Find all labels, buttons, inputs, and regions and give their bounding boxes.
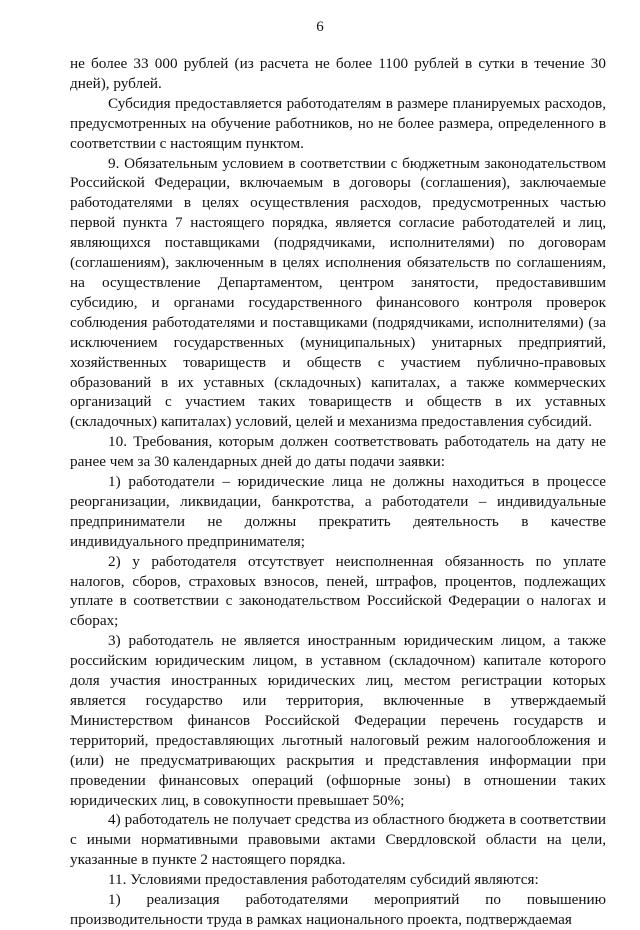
paragraph-5: 1) работодатели – юридические лица не должны находиться в процессе реорганизации, ликвидации, банкротства, а работодатели – индивидуальные предприниматели не должны прекратить деятельность в качестве индивидуального предпринимателя; <box>70 473 606 550</box>
paragraph-3: 9. Обязательным условием в соответствии с бюджетным законодательством Российской Федерации, включаемым в договоры (соглашения), заключаемые работодателями в целях осуществления расходов, предусмотренных частью первой пункта 7 настоящего порядка, является согласие работодателей и лиц, являющихся поставщиками (подрядчиками, исполнителями) по договорам (соглашениям), заключенным в целях исполнения обязательств по соглашениям, на осуществление Департаментом, центром занятости, предоставившим субсидию, и органами государственного финансового контроля проверок соблюдения работодателями и поставщиками (подрядчиками, исполнителями) (за исключением государственных (муниципальных) унитарных предприятий, хозяйственных товариществ и обществ с участием публично-правовых образований в их уставных (складочных) капиталах, а также коммерческих организаций с участием таких товариществ и обществ в их уставных (складочных) капиталах) условий, целей и механизма предоставления субсидий. <box>70 154 606 431</box>
paragraph-6: 2) у работодателя отсутствует неисполненная обязанность по уплате налогов, сборов, страховых взносов, пеней, штрафов, процентов, подлежащих уплате в соответствии с законодательством Российской Федерации о налогах и сборах; <box>70 552 606 630</box>
paragraph-4: 10. Требования, которым должен соответствовать работодатель на дату не ранее чем за 30 календарных дней до даты подачи заявки: <box>70 433 606 471</box>
paragraph-1: не более 33 000 рублей (из расчета не более 1100 рублей в сутки в течение 30 дней), рублей. <box>70 55 606 92</box>
paragraph-9: 11. Условиями предоставления работодателям субсидий являются: <box>108 871 539 889</box>
page-number: 6 <box>316 19 324 35</box>
paragraph-2: Субсидия предоставляется работодателям в размере планируемых расходов, предусмотренных на обучение работников, но не более размера, определенного в соответствии с настоящим пунктом. <box>70 94 606 152</box>
paragraph-10: 1) реализация работодателями мероприятий по повышению производительности труда в рамках национального проекта, подтверждаемая <box>70 891 606 928</box>
paragraph-8: 4) работодатель не получает средства из областного бюджета в соответствии с иными нормативными правовыми актами Свердловской области на цели, указанные в пункте 2 настоящего порядка. <box>70 811 606 869</box>
paragraph-7: 3) работодатель не является иностранным юридическим лицом, а также российским юридическим лицом, в уставном (складочном) капитале которого доля участия иностранных юридических лиц, местом регистрации которых является государство или территория, включенные в утверждаемый Министерством финансов Российской Федерации перечень государств и территорий, предоставляющих льготный налоговый режим налогообложения и (или) не предусматривающих раскрытия и представления информации при проведении финансовых операций (офшорные зоны) в отношении таких юридических лиц, в совокупности превышает 50%; <box>70 632 606 809</box>
document-body <box>70 54 606 930</box>
